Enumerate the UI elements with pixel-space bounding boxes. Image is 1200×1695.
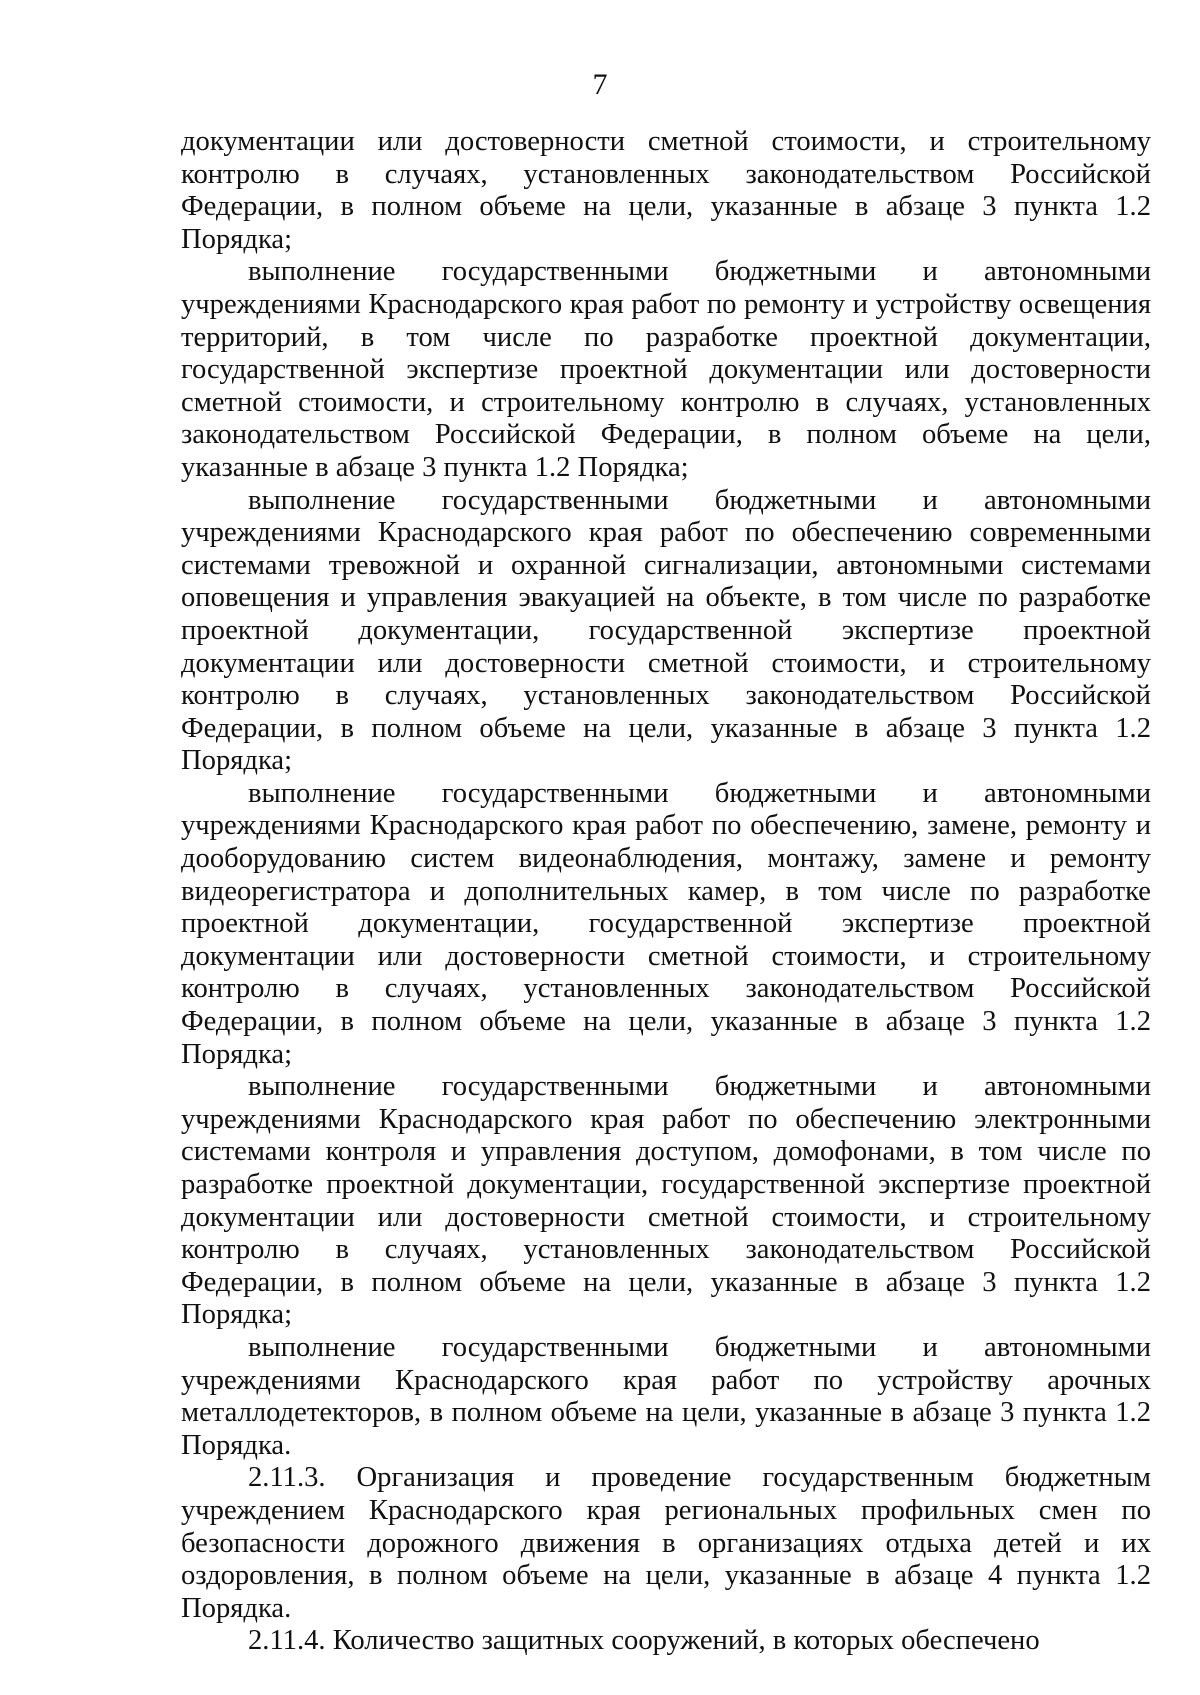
paragraph-2-11-4: 2.11.4. Количество защитных сооружений, в которых обеспечено [248,1625,1040,1657]
page-number: 7 [592,68,608,101]
paragraph-lighting-works: выполнение государственными бюджетными и автономными учреждениями Краснодарского края работ по ремонту и устройству освещения территорий, в том числе по разработке проектной документации, государственной экспертизе проектной документации или достоверности сметной стоимости, и строительному контролю в случаях, установленных законодательством Российской Федерации, в полном объеме на цели, указанные в абзаце 3 пункта 1.2 Порядка; [181,256,1151,483]
paragraph-video-surveillance: выполнение государственными бюджетными и автономными учреждениями Краснодарского края работ по обеспечению, замене, ремонту и дооборудованию систем видеонаблюдения, монтажу, замене и ремонту видеорегистратора и дополнительных камер, в том числе по разработке проектной документации, государственной экспертизе проектной документации или достоверности сметной стоимости, и строительному контролю в случаях, установленных законодательством Российской Федерации, в полном объеме на цели, указанные в абзаце 3 пункта 1.2 Порядка; [181,777,1151,1070]
paragraph-metal-detectors: выполнение государственными бюджетными и автономными учреждениями Краснодарского края работ по устройству арочных металлодетекторов, в полном объеме на цели, указанные в абзаце 3 пункта 1.2 Порядка. [181,1331,1151,1461]
document-body [181,126,1151,1658]
paragraph-access-control: выполнение государственными бюджетными и автономными учреждениями Краснодарского края работ по обеспечению электронными системами контроля и управления доступом, домофонами, в том числе по разработке проектной документации, государственной экспертизе проектной документации или достоверности сметной стоимости, и строительному контролю в случаях, установленных законодательством Российской Федерации, в полном объеме на цели, указанные в абзаце 3 пункта 1.2 Порядка; [181,1071,1151,1331]
paragraph-2-11-3: 2.11.3. Организация и проведение государственным бюджетным учреждением Краснодарского края региональных профильных смен по безопасности дорожного движения в организациях отдыха детей и их оздоровления, в полном объеме на цели, указанные в абзаце 4 пункта 1.2 Порядка. [181,1462,1151,1624]
paragraph-alarm-systems: выполнение государственными бюджетными и автономными учреждениями Краснодарского края работ по обеспечению современными системами тревожной и охранной сигнализации, автономными системами оповещения и управления эвакуацией на объекте, в том числе по разработке проектной документации, государственной экспертизе проектной документации или достоверности сметной стоимости, и строительному контролю в случаях, установленных законодательством Российской Федерации, в полном объеме на цели, указанные в абзаце 3 пункта 1.2 Порядка; [181,484,1151,777]
paragraph-continuation: документации или достоверности сметной стоимости, и строительному контролю в случаях, установленных законодательством Российской Федерации, в полном объеме на цели, указанные в абзаце 3 пункта 1.2 Порядка; [181,126,1151,255]
